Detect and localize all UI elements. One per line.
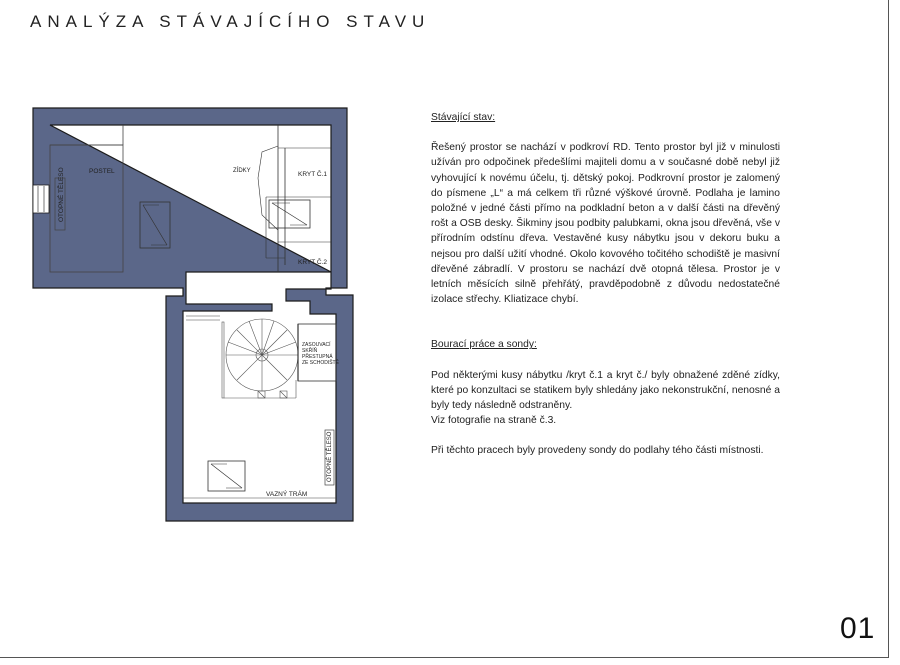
label-zidky: ZÍDKY xyxy=(233,168,251,174)
label-skrin-4: ZE SCHODIŠTĚ xyxy=(302,360,339,366)
heading-current-state: Stávající stav: xyxy=(431,112,496,123)
paragraph-photo-reference: Viz fotografie na straně č.3. xyxy=(431,415,557,427)
paragraph-current-state: Řešený prostor se nachází v podkroví RD. Tento prostor byl již v minulosti užíván pro odpočinek předešlími majiteli domu a v současné době nebyl již vyhovující k novému účelu, tj. dětský pokoj. Podkrovní prostor je zalomený do písmene „L“ a má celkem tři různé výškové úrovně. Podlaha je lamino položné v jedné části přímo na podkladní beton a v další části na dřevěný rošt a OSB desky. Šikminy jsou podbity palubkami, okna jsou dřevěná, vše v přírodním odstínu dřeva. Vestavěné kusy nábytku jsou v dekoru buku a nejsou pro další užití vhodné. Okolo kovového točitého schodiště je masivní dřevěné zábradlí. V prostoru se nachází dvě otopná tělesa. Prostor je v letních měsících silně přehřátý, pravděpodobně z důvodu nedostatečné izolace střechy. Kliatizace chybí. xyxy=(431,142,780,306)
plan-walls xyxy=(33,108,353,521)
paragraph-demolition: Pod některými kusy nábytku /kryt č.1 a kryt č./ byly obnažené zděné zídky, které po konzultaci se statikem byly shledány jako nekonstrukční, nenosné a byly tedy následně odstraněny. xyxy=(431,369,780,412)
label-skrin-1: ZASOUVACÍ xyxy=(302,342,331,348)
label-otopne-teleso-right: OTOPNÉ TĚLESO xyxy=(327,431,333,482)
label-otopne-teleso-left: OTOPNÉ TĚLESO xyxy=(58,167,65,222)
label-skrin-3: PŘESTUPNÁ xyxy=(302,354,333,360)
paragraph-probes: Při těchto pracech byly provedeny sondy do podlahy tého části místnosti. xyxy=(431,445,764,457)
page-number: 01 xyxy=(840,612,876,645)
description-column xyxy=(431,110,780,459)
label-skrin-2: SKŘÍŇ xyxy=(302,348,318,354)
label-kryt2: KRYT Č.2 xyxy=(298,259,328,266)
page-title: ANALÝZA STÁVAJÍCÍHO STAVU xyxy=(30,12,431,31)
label-kryt1: KRYT Č.1 xyxy=(298,171,328,178)
spiral-staircase xyxy=(226,319,298,391)
label-postel: POSTEL xyxy=(89,168,115,175)
heading-demolition: Bourací práce a sondy: xyxy=(431,339,537,351)
window-left xyxy=(33,185,49,213)
label-vazny-tram: VAZNÝ TRÁM xyxy=(266,491,308,498)
